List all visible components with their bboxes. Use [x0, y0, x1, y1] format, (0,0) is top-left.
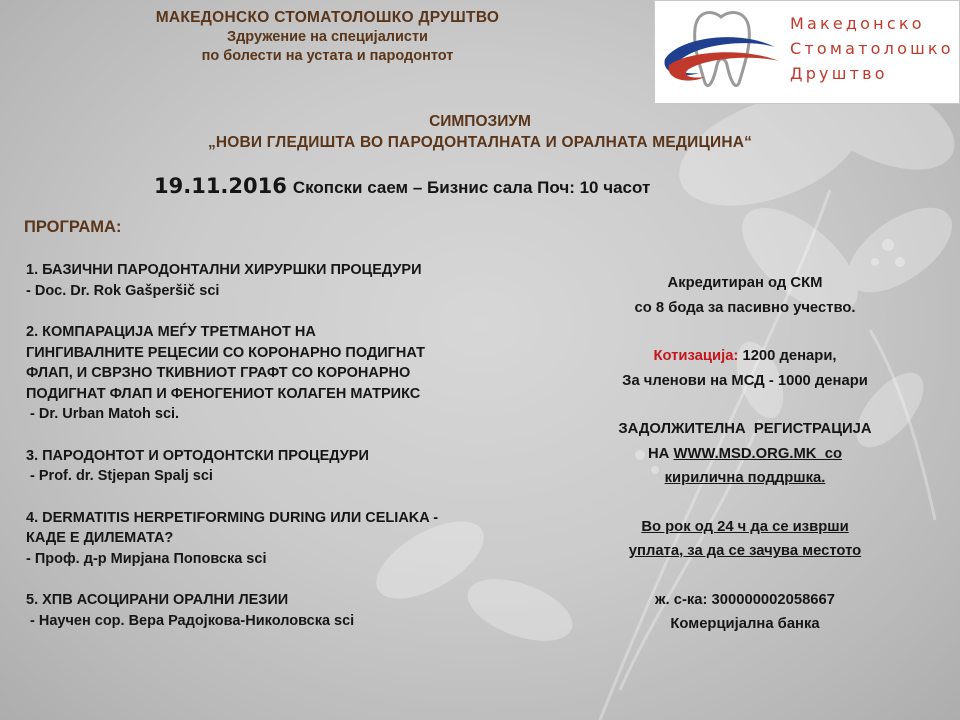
program-item-title: 5. ХПВ АСОЦИРАНИ ОРАЛНИ ЛЕЗИИ	[26, 592, 289, 608]
event-info	[560, 271, 930, 637]
fee-value: 1200 денари,	[738, 348, 837, 364]
fee-label: Котизација:	[653, 348, 739, 364]
logo-text-line-3: Друштво	[790, 64, 888, 83]
program-item-3	[26, 446, 556, 487]
program-item-5	[26, 590, 556, 631]
symposium-place-time: Скопски саем – Бизнис сала Поч: 10 часот	[292, 178, 651, 197]
organization-subtitle-line-2: по болести на устата и пародонтот	[201, 48, 454, 64]
program-item-title: 4. DERMATITIS HERPETIFORMING DURING ИЛИ CELIAKA -	[26, 509, 439, 526]
program-item-title: ФЛАП, И СВРЗНО ТКИВНИОТ ГРАФТ СО КОРОНАРНО	[26, 365, 411, 381]
tooth-swoosh-logo-icon	[659, 7, 784, 99]
organization-header	[0, 8, 655, 66]
registration-line-2: НА WWW.MSD.ORG.MK со	[648, 445, 842, 462]
symposium-title: „НОВИ ГЛЕДИШТА ВО ПАРОДОНТАЛНАТА И ОРАЛНАТА МЕДИЦИНА“	[207, 134, 753, 151]
program-item-title: 2. КОМПАРАЦИЈА МЕЃУ ТРЕТМАНОТ НА	[26, 324, 316, 340]
registration-line-1: ЗАДОЛЖИТЕЛНА РЕГИСТРАЦИЈА	[618, 421, 872, 437]
program-list	[26, 260, 556, 652]
program-item-title: 1. БАЗИЧНИ ПАРОДОНТАЛНИ ХИРУРШКИ ПРОЦЕДУРИ	[26, 262, 422, 278]
program-item-lecturer: - Научен сор. Вера Радојкова-Николовска sci	[26, 612, 355, 629]
program-item-lecturer: - Prof. dr. Stjepan Spalj sci	[26, 468, 213, 484]
logo-text-line-2: Стоматолошко	[790, 39, 954, 58]
program-heading: ПРОГРАМА:	[24, 218, 122, 236]
program-item-title: 3. ПАРОДОНТОТ И ОРТОДОНТСКИ ПРОЦЕДУРИ	[26, 447, 369, 464]
program-item-title: ГИНГИВАЛНИТЕ РЕЦЕСИИ СО КОРОНАРНО ПОДИГНАТ	[26, 344, 425, 361]
logo-text-line-1: Македонско	[790, 14, 925, 33]
fee-members: За членови на МСД - 1000 денари	[622, 372, 868, 389]
organization-subtitle-line-1: Здружение на специјалисти	[227, 29, 428, 45]
program-item-title: ПОДИГНАТ ФЛАП И ФЕНОГЕНИОТ КОЛАГЕН МАТРИКС	[26, 385, 421, 402]
accreditation-line-1: Акредитиран од СКМ	[667, 275, 823, 291]
payment-line-2: уплата, за да се зачува местото	[628, 543, 862, 559]
program-item-1	[26, 260, 556, 301]
symposium-label: СИМПОЗИУМ	[429, 113, 531, 130]
date-venue-line	[154, 174, 650, 198]
organization-name: МАКЕДОНСКО СТОМАТОЛОШКО ДРУШТВО	[155, 9, 500, 26]
payment-line-1: Во рок од 24 ч да се изврши	[641, 518, 849, 535]
program-item-title: КАДЕ Е ДИЛЕМАТА?	[26, 530, 174, 546]
accreditation-line-2: со 8 бода за пасивно учество.	[634, 299, 856, 316]
symposium-header	[0, 111, 960, 154]
program-item-2	[26, 322, 556, 425]
registration-website-link[interactable]: WWW.MSD.ORG.MK со	[673, 445, 842, 462]
program-item-lecturer: - Проф. д-р Мирјана Поповска sci	[26, 550, 267, 567]
logo-text	[790, 11, 954, 86]
fee-line	[560, 344, 930, 369]
bank-account: ж. с-ка: 300000002058667	[655, 591, 835, 608]
symposium-date: 19.11.2016	[154, 174, 287, 198]
program-item-4	[26, 508, 556, 570]
program-item-lecturer: - Dr. Urban Matoh sci.	[26, 406, 180, 422]
bank-name: Комерцијална банка	[670, 616, 820, 632]
logo	[654, 0, 960, 104]
registration-line-3: кирилична поддршка.	[664, 470, 826, 486]
program-item-lecturer: - Doc. Dr. Rok Gašperšič sci	[26, 282, 220, 299]
